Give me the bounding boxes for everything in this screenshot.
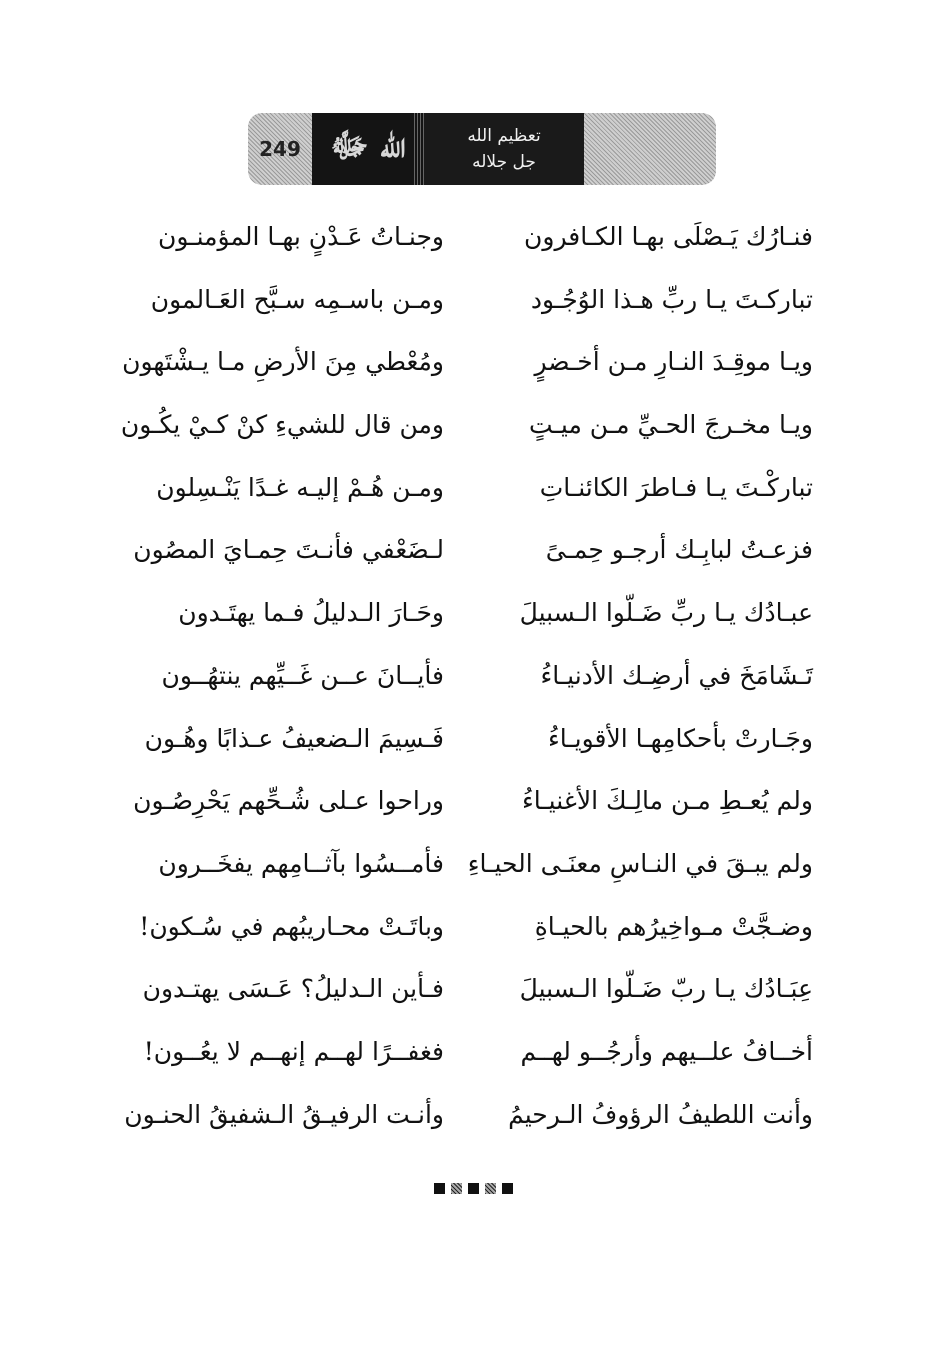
verse-right-hemistich: ويـا مخـرجَ الحـيِّ مـن ميـتٍ: [529, 410, 813, 440]
ornament-square-icon: [434, 1183, 445, 1194]
verse-left-hemistich: فأيــانَ عــن غَــيِّهم ينتهُــون: [161, 660, 444, 690]
verse-row: [0, 1030, 933, 1093]
verse-left-hemistich: ومُعْطي مِنَ الأرضِ مـا يـشْتَهون: [122, 347, 444, 377]
verse-row: [0, 967, 933, 1030]
verse-right-hemistich: تَـشَامَخَ في أرضِـك الأدنيـاءُ: [540, 660, 813, 690]
verse-left-hemistich: وباتَـتْ محـاريبُهم في سُـكون!: [139, 911, 444, 941]
verse-row: [0, 1093, 933, 1156]
footer-ornament: [434, 1183, 513, 1194]
verse-right-hemistich: تباركـتَ يـا ربِّ هـذا الوُجُـود: [530, 284, 813, 314]
verse-row: [0, 842, 933, 905]
verse-row: [0, 466, 933, 529]
verse-right-hemistich: أخــافُ علــيهم وأرجُــو لهــم: [520, 1036, 813, 1066]
verse-right-hemistich: وأنت اللطيفُ الرؤوفُ الـرحيمُ: [508, 1099, 813, 1129]
verse-row: [0, 591, 933, 654]
ornament-square-icon: [468, 1183, 479, 1194]
header-pattern: [584, 113, 716, 185]
verse-left-hemistich: فَـسِيمَ الـضعيفُ عـذابًا وهُـون: [144, 723, 444, 753]
verse-row: [0, 403, 933, 466]
verse-row: [0, 278, 933, 341]
poem: [0, 215, 933, 1155]
ornament-square-icon: [451, 1183, 462, 1194]
verse-right-hemistich: وجَـارتْ بأحكامِهـا الأقويـاءُ: [547, 723, 813, 753]
verse-row: [0, 905, 933, 968]
verse-left-hemistich: فغفــرًا لهــم إنهــم لا يعُــون!: [143, 1036, 444, 1066]
verse-right-hemistich: فنـارُك يَـصْلَى بهـا الكـافرون: [524, 222, 813, 251]
verse-right-hemistich: وضـجَّتْ مـواخِيرُهم بالحيـاةِ: [534, 911, 813, 941]
allah-calligraphy-icon: الله ﷻ: [312, 113, 424, 185]
chapter-header: [248, 113, 716, 185]
verse-left-hemistich: لـضَعْفي فأنـتَ حِمـايَ المصُون: [133, 535, 444, 565]
page-number: 249: [259, 137, 301, 161]
verse-left-hemistich: ومـن باسـمِه سـبَّح العَـالمون: [150, 284, 444, 314]
verse-row: [0, 340, 933, 403]
verse-row: [0, 528, 933, 591]
verse-row: [0, 717, 933, 780]
verse-right-hemistich: عبـادُك يـا ربِّ ضَـلّوا الـسبيلَ: [519, 598, 813, 628]
verse-right-hemistich: تباركْـتَ يـا فـاطرَ الكائنـاتِ: [539, 472, 813, 502]
verse-left-hemistich: وجنـاتُ عَـدْنٍ بهـا المؤمنـون: [158, 222, 444, 251]
chapter-title-line-2: جل جلاله: [472, 152, 536, 172]
verse-row: [0, 215, 933, 278]
ornament-square-icon: [485, 1183, 496, 1194]
verse-left-hemistich: وحَـارَ الـدليلُ فـما يهتَـدون: [178, 598, 444, 628]
verse-left-hemistich: وأنـت الرفيـقُ الـشفيقُ الحنـون: [124, 1099, 444, 1129]
verse-left-hemistich: ومـن هُـمْ إليـه غـدًا يَنْـسِلون: [156, 472, 444, 502]
verse-left-hemistich: فأمــسُوا بآثــامِهم يفخَــرون: [158, 848, 444, 878]
verse-left-hemistich: وراحوا عـلى شُـحِّهم يَحْرِصُـون: [133, 786, 444, 816]
verse-row: [0, 779, 933, 842]
verse-left-hemistich: فـأين الـدليلُ؟ عَـسَى يهتـدون: [142, 974, 444, 1004]
verse-right-hemistich: فزعـتُ لبابِـك أرجـو حِمـىً: [545, 535, 813, 565]
verse-right-hemistich: ولم يُعـطِ مـن مالِـكَ الأغنيـاءُ: [521, 786, 813, 816]
verse-row: [0, 654, 933, 717]
ornament-square-icon: [502, 1183, 513, 1194]
verse-right-hemistich: عِبَـادُك يـا ربّ ضَـلّوا الـسبيلَ: [519, 974, 813, 1004]
chapter-title-line-1: تعظيم الله: [467, 126, 541, 146]
verse-left-hemistich: ومن قال للشيءِ كنْ كـيْ يكُـون: [120, 410, 444, 440]
verse-right-hemistich: ولم يبـقَ في النـاسِ معنَـى الحيـاءِ: [467, 848, 813, 878]
chapter-title: [424, 113, 584, 185]
verse-right-hemistich: ويـا موقِـدَ النـارِ مـن أخـضرٍ: [534, 347, 813, 377]
